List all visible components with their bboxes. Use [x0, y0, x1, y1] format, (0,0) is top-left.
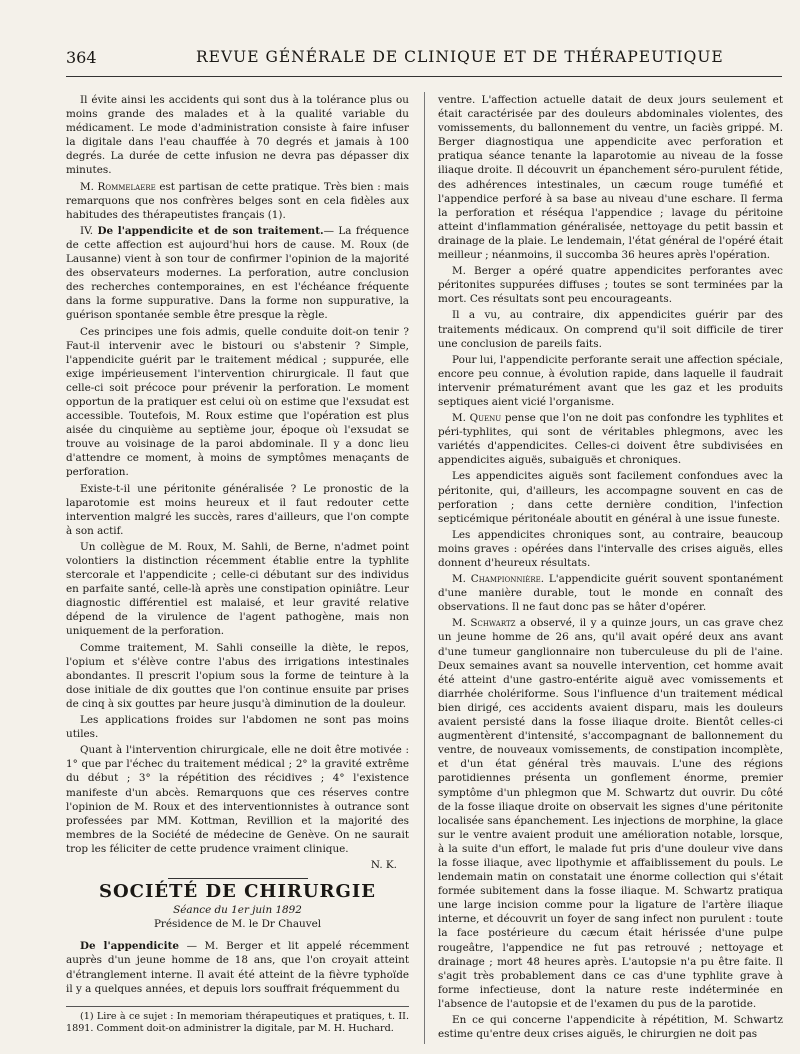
- paragraph: [438, 616, 783, 1011]
- person-name: M. Rommelaere: [80, 180, 156, 193]
- paragraph: Quant à l'intervention chirurgicale, elle ne doit être motivée : 1° que par l'échec du traitement médical ; 2° la gravité extrême du début ; 3° la répétition des récidives ; 4° l'existence manifeste d'un abcès. Remarquons que ces réserves contre l'opinion de M. Roux et des interventionnistes à outrance sont professées par MM. Kottman, Revillion et la majorité des membres de la Société de médecine de Genève. On ne saurait trop les féliciter de cette prudence vraiment clinique.: [66, 744, 409, 855]
- paragraph-text: pense que l'on ne doit pas confondre les typhlites et péri-typhlites, qui sont de véritables phlegmons, avec les variétés d'appendicites. Celles-ci doivent être subdivisées en appendicites aiguës, subaiguës et chroniques.: [438, 412, 783, 467]
- paragraph: [66, 180, 409, 222]
- person-name: M. Schwartz: [452, 617, 516, 630]
- paragraph: M. Berger a opéré quatre appendicites perforantes avec péritonites suppurées diffuses ; toutes se sont terminées par la mort. Ces résultats sont peu encourageants.: [438, 265, 783, 306]
- section-number: IV.: [80, 224, 98, 237]
- paragraph-text: a observé, il y a quinze jours, un cas grave chez un jeune homme de 26 ans, qu'il avait opéré deux ans avant d'une tumeur ganglionnaire non tuberculeuse du pli de l'aine. Deux semaines avant sa nouvelle intervention, cet homme avait été atteint d'une gastro-entérite aiguë avec vomissements et diarrhée cholériforme. Sous l'influence d'un traitement médical bien dirigé, ces accidents avaient disparu, mais les douleurs avaient persisté dans la fosse iliaque droite. Bientôt celles-ci augmentèrent d'intensité, s'accompagnant de ballonnement du ventre, de nouveaux vomissements, de constipation incomplète, et d'un état général très mauvais. L'une des régions parotidiennes présenta un gonflement énorme, premier symptôme d'un phlegmon que M. Schwartz dut ouvrir. Du côté de la fosse iliaque droite on observait les signes d'une péritonite localisée sans épanchement. Les injections de morphine, la glace sur le ventre avaient produit une amélioration notable, lorsque, à la suite d'un effort, le malade fut pris d'une douleur vive dans la fosse iliaque, avec lipothymie et affaiblissement du pouls. Le lendemain matin on constatait une énorme collection qui s'était formée subitement dans la fosse iliaque. M. Schwartz pratiqua une large incision comme pour la ligature de l'artère iliaque interne, et découvrit un foyer de sang infect non purulent : toute la face postérieure du cæcum était hérissée d'une pulpe rougeâtre, l'appendice ne fut pas retrouvé ; nettoyage et drainage ; mort 48 heures après. L'autopsie n'a pu être faite. Il s'agit très probablement dans ce cas d'une typhlite grave à forme infectieuse, dont la nature reste indéterminée en l'absence de l'autopsie et de l'examen du pus de la parotide.: [438, 617, 783, 1010]
- paragraph: [438, 411, 783, 467]
- right-column: [438, 93, 783, 1043]
- paragraph: [66, 939, 409, 995]
- person-name: M. Championnière: [452, 573, 541, 586]
- section-title: SOCIÉTÉ DE CHIRURGIE: [98, 881, 376, 903]
- paragraph: [66, 224, 409, 323]
- header-rule: [66, 76, 782, 77]
- session-date: Séance du 1er juin 1892: [173, 904, 302, 917]
- paragraph: Il a vu, au contraire, dix appendicites guérir par des traitements médicaux. On comprend qu'il soit difficile de tirer une conclusion de pareils faits.: [438, 309, 783, 350]
- separator-rule: [168, 878, 308, 879]
- paragraph: Les applications froides sur l'abdomen ne sont pas moins utiles.: [66, 714, 409, 741]
- paragraph: Un collègue de M. Roux, M. Sahli, de Berne, n'admet point volontiers la distinction récemment établie entre la typhlite stercorale et l'appendicite ; celle-ci débutant sur des individus en parfaite santé, celle-là après une constipation opiniâtre. Leur diagnostic différentiel est malaisé, et leur gravité relative dépend de la virulence de l'agent pathogène, mais non uniquement de la perforation.: [66, 540, 409, 638]
- paragraph-text: — M. Berger et lit appelé récemment auprès d'un jeune homme de 18 ans, que l'on croyait atteint d'étranglement interne. Il avait été atteint de la fièvre typhoïde il y a quelques années, et depuis lors souffrait fréquemment du: [66, 940, 409, 995]
- paragraph-text: . L'appendicite guérit souvent spontanément d'une manière durable, tout le monde en connaît des observations. Il ne faut donc pas se hâter d'opérer.: [438, 573, 783, 614]
- footnote: (1) Lire à ce sujet : In memoriam thérapeutiques et pratiques, t. II. 1891. Comment doit-on administrer la digitale, par M. H. Huchard.: [66, 1010, 409, 1035]
- paragraph-text: — La fréquence de cette affection est aujourd'hui hors de cause. M. Roux (de Lausanne) vient à son tour de confirmer l'opinion de la majorité des observateurs modernes. La perforation, autre conclusion des recherches contemporaines, en est l'échéance fréquente dans la forme suppurative. Dans la forme non suppurative, la guérison spontanée semble être presque la règle.: [66, 224, 409, 322]
- paragraph: Ces principes une fois admis, quelle conduite doit-on tenir ? Faut-il intervenir avec le bistouri ou s'abstenir ? Simple, l'appendicite guérit par le traitement médical ; suppurée, elle exige impérieusement l'intervention chirurgicale. Il faut que celle-ci soit précoce pour prévenir la perforation. Le moment opportun de la pratiquer est celui où on estime que l'exsudat est accessible. Toutefois, M. Roux estime que l'opération est plus aisée du cinquième au septième jour, époque où l'exsudat se trouve au voisinage de la paroi abdominale. Il y a donc lieu d'attendre ce moment, à moins de symptômes menaçants de perforation.: [66, 325, 409, 479]
- paragraph: Existe-t-il une péritonite généralisée ? Le pronostic de la laparotomie est moins heureux et il faut redouter cette intervention malgré les succès, rares d'ailleurs, que l'on compte à son actif.: [66, 482, 409, 537]
- paragraph: Il évite ainsi les accidents qui sont dus à la tolérance plus ou moins grande des malades et à la qualité variable du médicament. Le mode d'administration consiste à faire infuser la digitale dans l'eau chauffée à 70 degrés et jamais à 100 degrés. La durée de cette infusion ne devra pas dépasser dix minutes.: [66, 94, 409, 177]
- paragraph: Les appendicites chroniques sont, au contraire, beaucoup moins graves : opérées dans l'intervalle des crises aiguës, elles donnent d'heureux résultats.: [438, 528, 783, 569]
- left-column: [66, 93, 409, 1036]
- paragraph: Les appendicites aiguës sont facilement confondues avec la péritonite, qui, d'ailleurs, les accompagne souvent en cas de perforation ; dans cette dernière condition, l'infection septicémique péritonéale aboutit en général à une issue funeste.: [438, 470, 783, 525]
- paragraph: En ce qui concerne l'appendicite à répétition, M. Schwartz estime qu'entre deux crises aiguës, le chirurgien ne doit pas: [438, 1014, 783, 1041]
- paragraph: Comme traitement, M. Sahli conseille la diète, le repos, l'opium et s'élève contre l'abus des irrigations intestinales abondantes. Il prescrit l'opium sous la forme de teinture à la dose initiale de dix gouttes que l'on continue ensuite par prises de cinq à six gouttes par heure jusqu'à diminution de la douleur.: [66, 641, 409, 710]
- paragraph: Pour lui, l'appendicite perforante serait une affection spéciale, encore peu connue, à évolution rapide, dans laquelle il faudrait intervenir prématurément avant que les gaz et les produits septiques aient vicié l'organisme.: [438, 353, 783, 408]
- column-divider: [424, 92, 425, 1044]
- person-name: M. Quenu: [452, 412, 502, 425]
- section-heading: De l'appendicite: [80, 940, 179, 953]
- page-header: [66, 46, 780, 68]
- journal-title: REVUE GÉNÉRALE DE CLINIQUE ET DE THÉRAPEUTIQUE: [196, 48, 724, 66]
- section-heading: De l'appendicite et de son traitement.: [97, 224, 324, 237]
- page-number: 364: [66, 48, 97, 67]
- presidency: Présidence de M. le Dr Chauvel: [153, 918, 322, 931]
- paragraph-text: est partisan de cette pratique. Très bien : mais remarquons que nos confrères belges sont en cela fidèles aux habitudes des thérapeutistes français (1).: [66, 180, 409, 221]
- signature: N. K.: [370, 858, 397, 871]
- footnote-rule: [66, 1006, 409, 1007]
- paragraph: ventre. L'affection actuelle datait de deux jours seulement et était caractérisée par des douleurs abdominales violentes, des vomissements, du ballonnement du ventre, un faciès grippé. M. Berger diagnostiqua une appendicite avec perforation et pratiqua séance tenante la laparotomie au niveau de la fosse iliaque droite. Il découvrit un épanchement séro-purulent fétide, des adhérences intestinales, un cæcum rouge tuméfié et l'appendice perforé à sa base au niveau d'une eschare. Il ferma la perforation et réséqua l'appendice ; lavage du péritoine atteint d'inflammation généralisée, nettoyage du petit bassin et drainage de la plaie. Le lendemain, l'état général de l'opéré était meilleur ; néanmoins, il succomba 36 heures après l'opération.: [438, 94, 783, 262]
- paragraph: [438, 572, 783, 614]
